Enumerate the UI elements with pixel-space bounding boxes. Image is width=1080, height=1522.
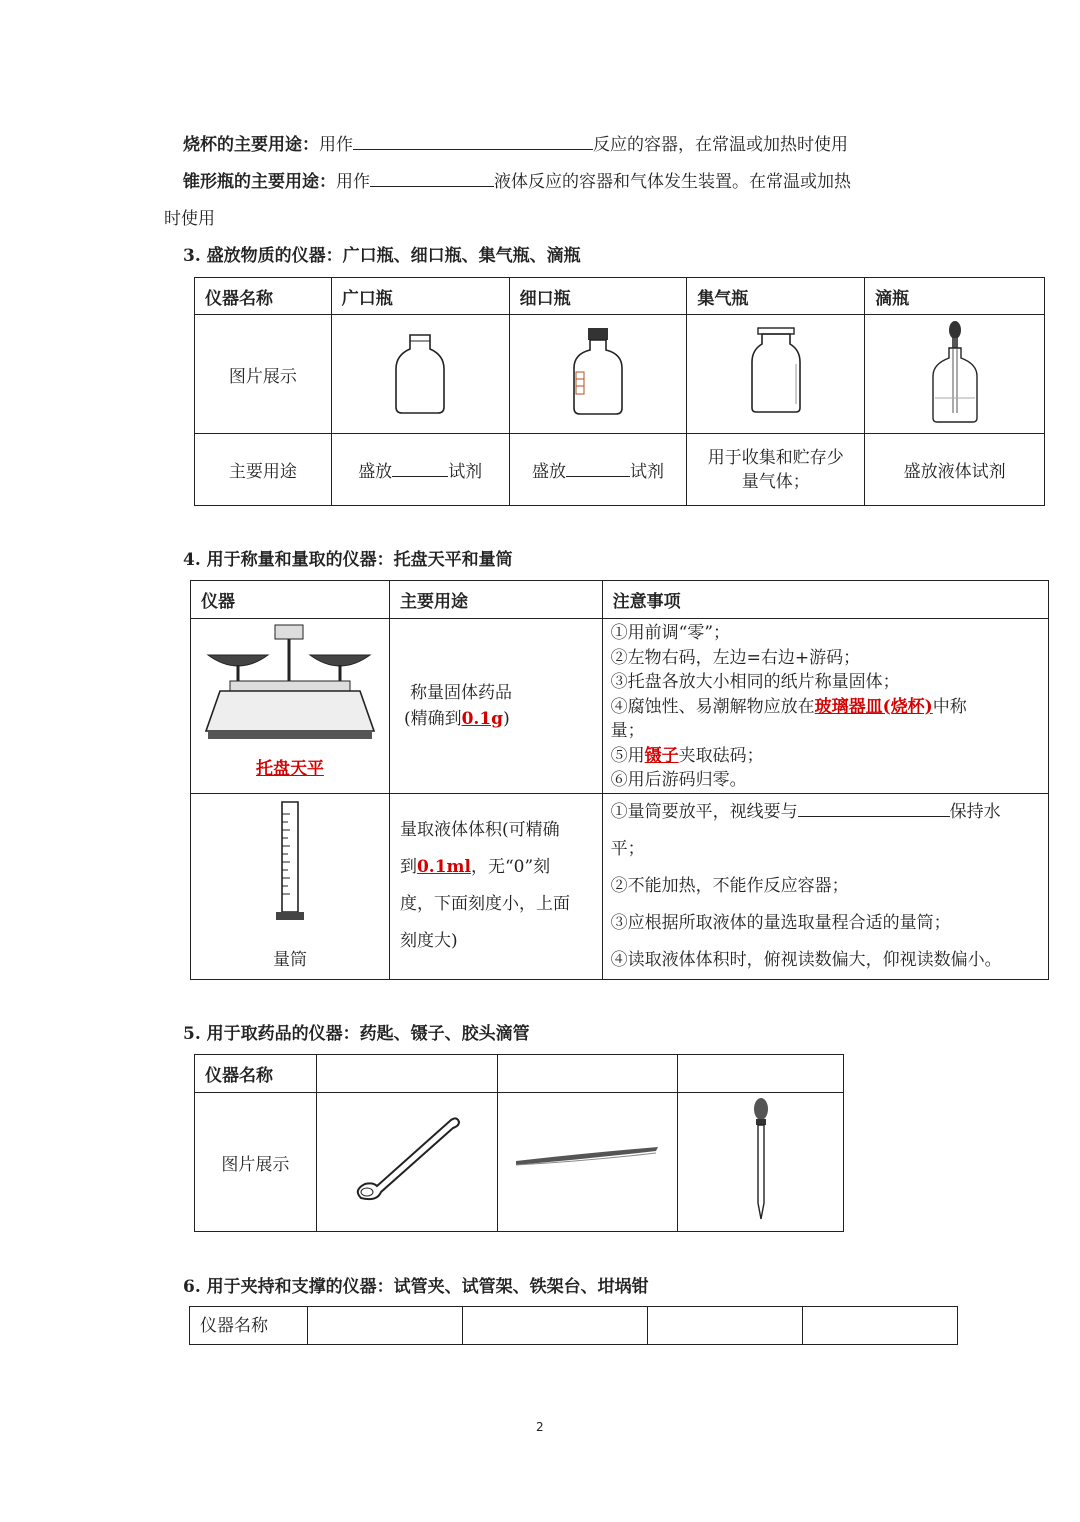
row-label: 图片展示 bbox=[195, 315, 332, 434]
note: ③应根据所取液体的量选取量程合适的量筒； bbox=[610, 912, 951, 933]
dropper-bottle-image bbox=[865, 315, 1045, 434]
note: ④读取液体体积时，俯视读数偏大，仰视读数偏小。 bbox=[610, 949, 1002, 970]
cylinder-cell bbox=[191, 793, 390, 979]
table-header-row bbox=[195, 1055, 844, 1093]
page-number: 2 bbox=[536, 1420, 544, 1434]
cylinder-notes-cell bbox=[602, 793, 1048, 979]
narrow-mouth-bottle-image bbox=[509, 315, 687, 434]
note: ⑤用镊子夹取砝码； bbox=[610, 745, 764, 766]
usage-cell: 盛放液体试剂 bbox=[865, 434, 1045, 506]
note: ③托盘各放大小相同的纸片称量固体； bbox=[610, 672, 900, 692]
section-3-title: 3. 盛放物质的仪器：广口瓶、细口瓶、集气瓶、滴瓶 bbox=[183, 246, 581, 266]
balance-cell bbox=[191, 619, 390, 794]
header-cell: 主要用途 bbox=[389, 581, 602, 619]
table-row bbox=[191, 793, 1049, 979]
row-label: 主要用途 bbox=[195, 434, 332, 506]
holding-tools-table bbox=[189, 1306, 958, 1345]
note: ①用前调“零”； bbox=[610, 623, 731, 643]
section-4-title: 4. 用于称量和量取的仪器：托盘天平和量筒 bbox=[183, 550, 513, 570]
cylinder-image bbox=[270, 800, 310, 926]
header-cell: 仪器名称 bbox=[195, 1055, 317, 1093]
weighing-table bbox=[190, 580, 1049, 980]
note: ①量筒要放平，视线要与 保持水 bbox=[610, 801, 1001, 822]
balance-usage-cell: 称量固体药品 (精确到0.1g) bbox=[389, 619, 602, 794]
cylinder-precision: 0.1ml bbox=[416, 856, 471, 877]
dropper-image bbox=[678, 1093, 844, 1232]
table-row bbox=[195, 315, 1045, 434]
cylinder-name: 量筒 bbox=[272, 949, 307, 970]
balance-image bbox=[200, 623, 380, 743]
balance-name: 托盘天平 bbox=[255, 759, 324, 779]
beaker-label: 烧杯的主要用途： bbox=[183, 135, 319, 155]
header-cell: 仪器 bbox=[191, 581, 390, 619]
tweezers-answer: 镊子 bbox=[644, 745, 679, 766]
blank bbox=[392, 475, 448, 477]
header-cell: 滴瓶 bbox=[865, 278, 1045, 315]
tweezers-image bbox=[497, 1093, 678, 1232]
flask-usage-cont: 时使用 bbox=[164, 209, 215, 229]
note: 量； bbox=[610, 721, 645, 741]
header-cell: 广口瓶 bbox=[331, 278, 509, 315]
blank bbox=[370, 185, 494, 187]
row-label: 图片展示 bbox=[195, 1093, 317, 1232]
spatula-image bbox=[316, 1093, 497, 1232]
note: ②不能加热，不能作反应容器； bbox=[610, 875, 849, 896]
cylinder-usage-cell: 量取液体体积(可精确 到0.1ml，无“0”刻 度，下面刻度小，上面 刻度大) bbox=[389, 793, 602, 979]
flask-label: 锥形瓶的主要用途： bbox=[183, 172, 336, 192]
precision-value: 0.1g bbox=[461, 708, 504, 729]
beaker-usage-line: 烧杯的主要用途：用作 反应的容器，在常温或加热时使用 bbox=[183, 135, 848, 155]
section-5-title: 5. 用于取药品的仪器：药匙、镊子、胶头滴管 bbox=[183, 1024, 530, 1044]
blank bbox=[566, 475, 630, 477]
table-row bbox=[195, 434, 1045, 506]
header-cell: 仪器名称 bbox=[190, 1307, 308, 1345]
table-header-row bbox=[190, 1307, 958, 1345]
note: 平； bbox=[610, 838, 645, 859]
note: ⑥用后游码归零。 bbox=[610, 770, 747, 790]
table-row bbox=[195, 1093, 844, 1232]
usage-cell: 用于收集和贮存少量气体； bbox=[687, 434, 865, 506]
table-header-row bbox=[195, 278, 1045, 315]
blank bbox=[353, 148, 593, 150]
table-row bbox=[191, 619, 1049, 794]
balance-notes-cell bbox=[602, 619, 1048, 794]
wide-mouth-bottle-image bbox=[331, 315, 509, 434]
gas-jar-image bbox=[687, 315, 865, 434]
note: ④腐蚀性、易潮解物应放在玻璃器皿(烧杯)中称 bbox=[610, 696, 967, 717]
usage-cell: 盛放 试剂 bbox=[331, 434, 509, 506]
header-cell: 细口瓶 bbox=[509, 278, 687, 315]
container-answer: 玻璃器皿(烧杯) bbox=[814, 696, 933, 717]
section-6-title: 6. 用于夹持和支撑的仪器：试管夹、试管架、铁架台、坩埚钳 bbox=[183, 1277, 649, 1297]
note: ②左物右码，左边=右边+游码； bbox=[610, 647, 861, 668]
reagent-tools-table bbox=[194, 1054, 844, 1232]
blank bbox=[798, 815, 950, 817]
header-cell: 集气瓶 bbox=[687, 278, 865, 315]
table-header-row bbox=[191, 581, 1049, 619]
storage-table bbox=[194, 277, 1045, 506]
usage-cell: 盛放 试剂 bbox=[509, 434, 687, 506]
header-cell: 仪器名称 bbox=[195, 278, 332, 315]
header-cell: 注意事项 bbox=[602, 581, 1048, 619]
flask-usage-line: 锥形瓶的主要用途：用作 液体反应的容器和气体发生装置。在常温或加热 bbox=[183, 172, 851, 192]
